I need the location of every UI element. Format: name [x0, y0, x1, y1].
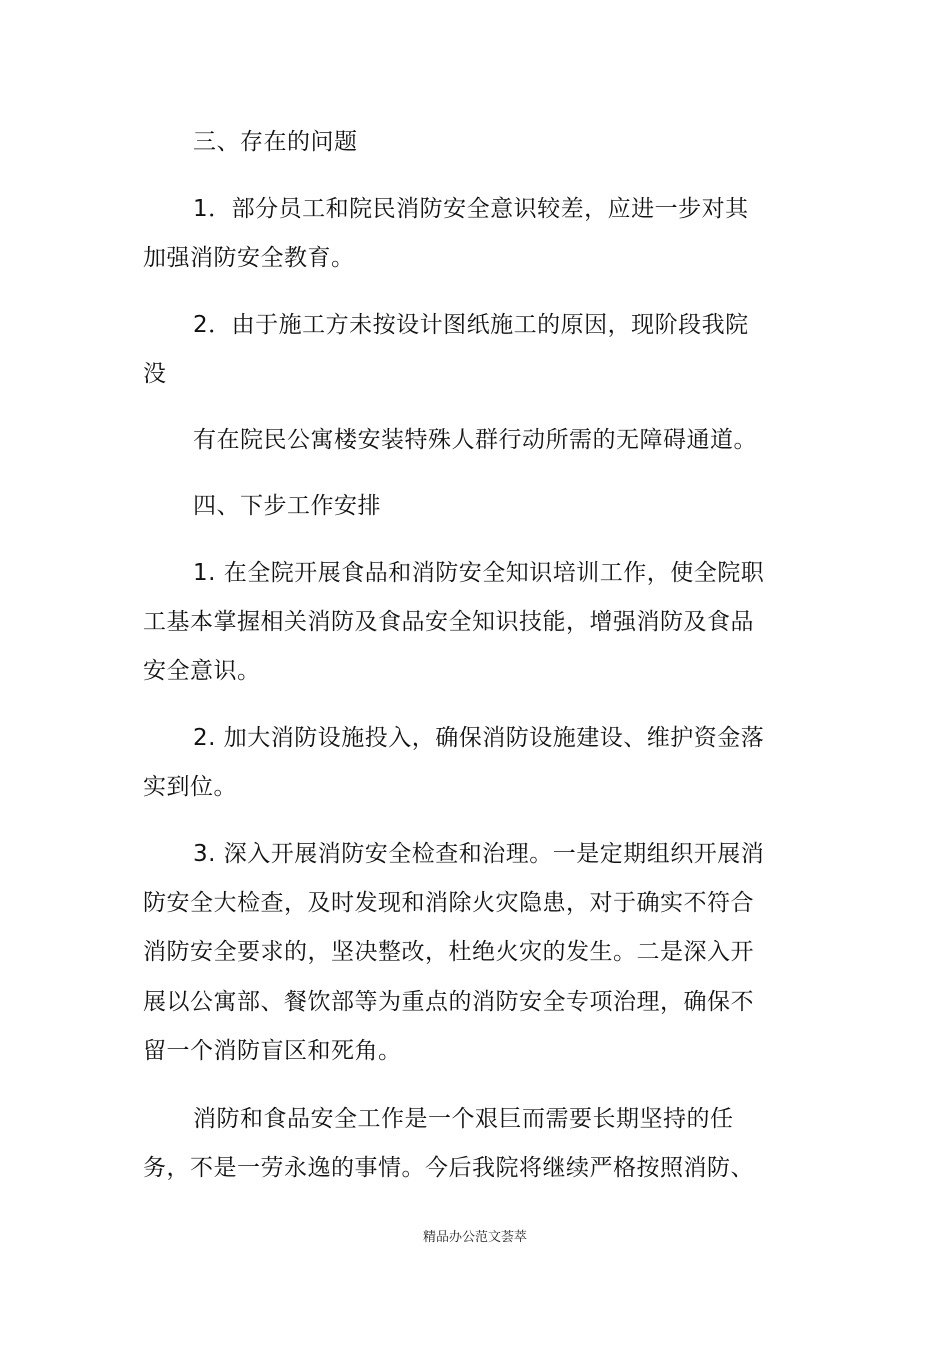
paragraph-line: 留一个消防盲区和死角。 [143, 1038, 402, 1064]
paragraph-line: 工基本掌握相关消防及食品安全知识技能，增强消防及食品 [143, 609, 754, 635]
paragraph-line: 消防安全要求的，坚决整改，杜绝火灾的发生。二是深入开 [143, 939, 754, 965]
page-footer: 精品办公范文荟萃 [422, 1230, 527, 1245]
paragraph-line: 2. 加大消防设施投入，确保消防设施建设、维护资金落 [193, 725, 765, 751]
section-heading-problems: 三、存在的问题 [193, 129, 358, 155]
paragraph-line: 没 [143, 361, 167, 387]
paragraph-line: 1. 在全院开展食品和消防安全知识培训工作，使全院职 [193, 560, 765, 586]
paragraph-line: 加强消防安全教育。 [143, 245, 355, 271]
paragraph-line: 1．部分员工和院民消防安全意识较差，应进一步对其 [193, 196, 749, 222]
paragraph-line: 有在院民公寓楼安装特殊人群行动所需的无障碍通道。 [193, 427, 757, 453]
paragraph-line: 消防和食品安全工作是一个艰巨而需要长期坚持的任 [193, 1106, 734, 1132]
paragraph-line: 防安全大检查，及时发现和消除火灾隐患，对于确实不符合 [143, 890, 754, 916]
section-heading-next-steps: 四、下步工作安排 [193, 493, 381, 519]
paragraph-line: 实到位。 [143, 774, 237, 800]
paragraph-line: 务，不是一劳永逸的事情。今后我院将继续严格按照消防、 [143, 1155, 754, 1181]
paragraph-line: 2．由于施工方未按设计图纸施工的原因，现阶段我院 [193, 312, 749, 338]
paragraph-line: 3. 深入开展消防安全检查和治理。一是定期组织开展消 [193, 841, 765, 867]
paragraph-line: 安全意识。 [143, 658, 261, 684]
paragraph-line: 展以公寓部、餐饮部等为重点的消防安全专项治理，确保不 [143, 989, 754, 1015]
